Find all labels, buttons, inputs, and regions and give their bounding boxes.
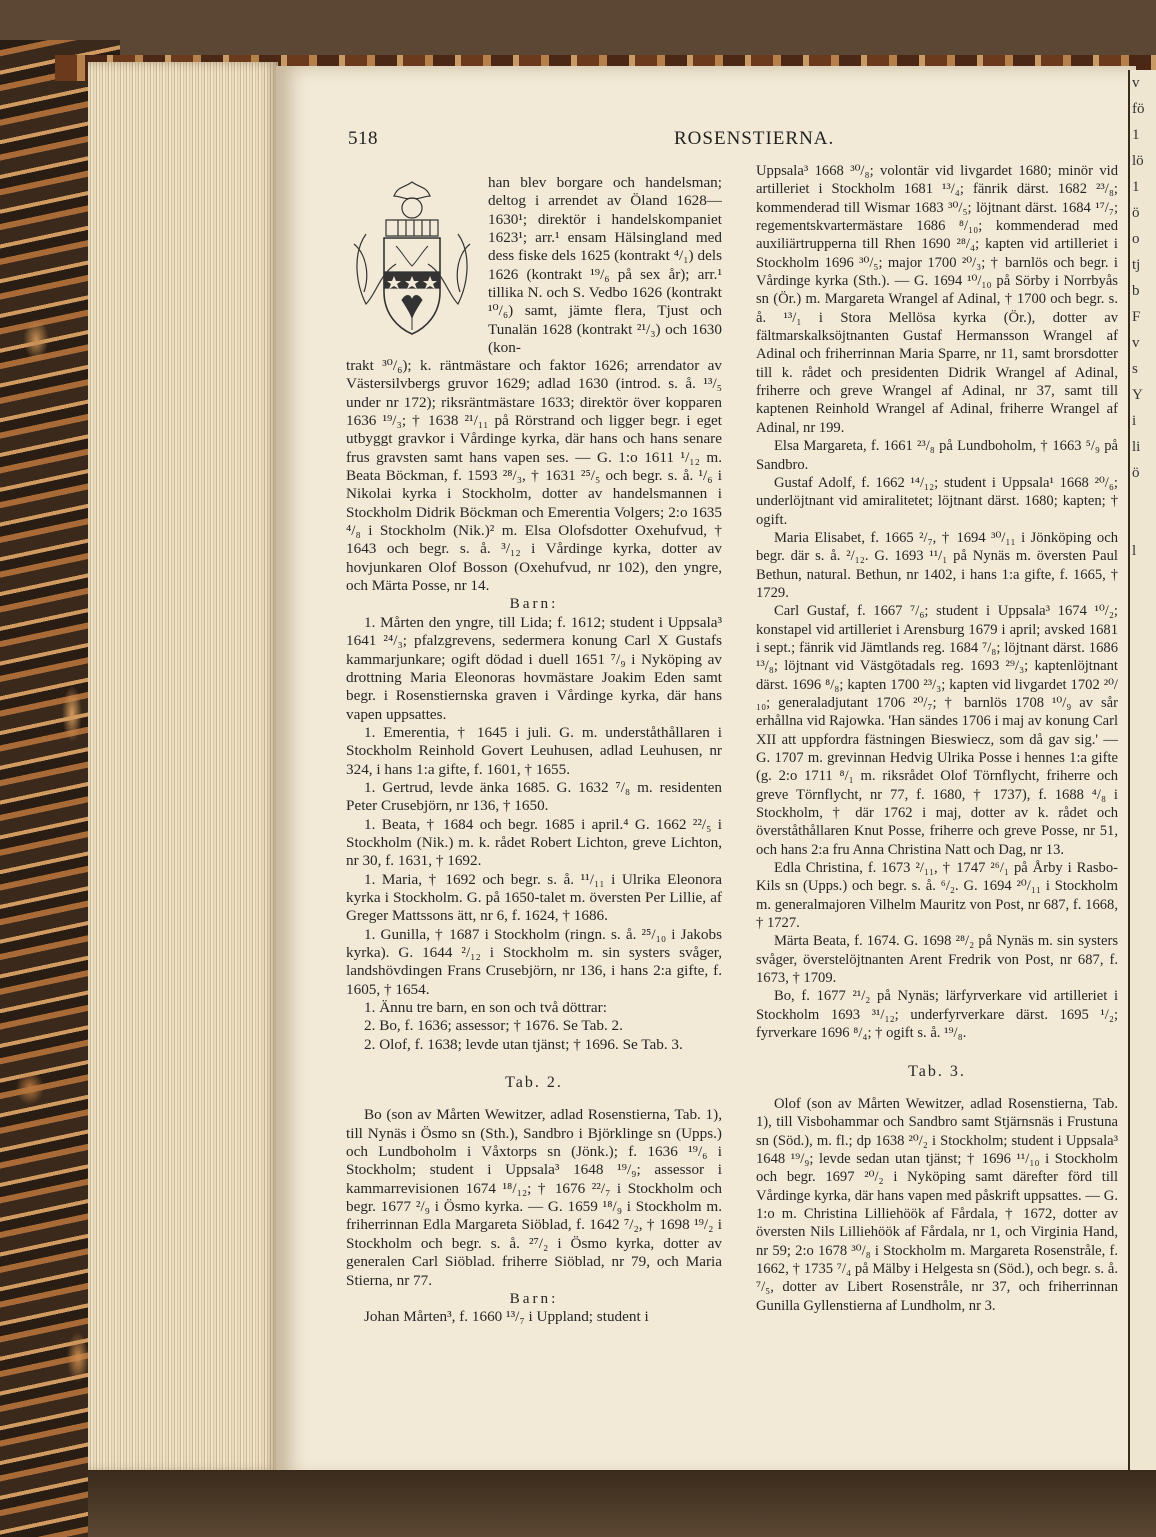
next-page-fragment: 1	[1132, 179, 1140, 195]
intro-text: han blev borgare och handelsman; deltog i arrendet av Öland 1628—1630¹; direktör i handelskompaniet 1623¹; arr.¹ ensam Hälsingland med dess fiske dels 1625 (kontrakt ⁴/₁) dels 1626 (kontrakt ¹⁹/₆ på sex år); arr.¹ tillika N. och S. Vedbo 1626 (kontrakt ¹⁰/₆) samt, jämte flera, Tjust och Tunalän 1628 (kontrakt ²¹/₃) och 1630 (kon-	[488, 174, 722, 357]
next-page-fragment: i	[1132, 413, 1137, 429]
right-paragraph: Märta Beata, f. 1674. G. 1698 ²⁸/₂ på Nynäs m. sin systers svåger, överstelöjtnanten Arent Fredrik von Post, nr 687, f. 1673, † 1709.	[756, 933, 1118, 987]
right-paragraph: Edla Christina, f. 1673 ²/₁₁, † 1747 ²⁶/₁ på Årby i Rasbo-Kils sn (Upps.) och begr. s. å. ⁶/₂. G. 1694 ²⁰/₁₁ i Stockholm m. generalmajoren Vilhelm Mauritz von Post, nr 687, f. 1668, † 1727.	[756, 860, 1118, 932]
next-page-fragment: ö	[1132, 205, 1140, 221]
tab3-text: Olof (son av Mårten Wewitzer, adlad Rosenstierna, Tab. 1), till Visbohammar och Sandbro samt Stjärnsnäs i Frustuna sn (Söd.), m. fl.; dp 1638 ²⁰/₂ i Stockholm; student i Uppsala³ 1648 ¹⁹/₉; levde sedan utan tjänst; † 1696 ¹¹/₁₀ i Stockholm och begr. 1697 ²⁰/₂ i Nyköping samt därefter förd till Vårdinge kyrka, där hans vapen med påskrift uppsattes. — G. 1:o m. Christina Lilliehöök af Fårdala, † 1672, dotter av översten Nils Lilliehöök af Fårdala, nr 1, och Virginia Hand, nr 59; 2:o 1678 ³⁰/₈ i Stockholm m. Margareta Rosenstråle, f. 1662, † 1735 ⁷/₄ på Mälby i Helgesta sn (Söd.), och begr. s. å. ⁷/₅, dotter av Libert Rosenstråle, nr 37, och friherrinnan Gunilla Gyllenstierna af Lundholm, nr 3.	[756, 1095, 1118, 1314]
next-page-fragment: lö	[1132, 153, 1144, 169]
right-paragraph: Bo, f. 1677 ²¹/₂ på Nynäs; lärfyrverkare vid artilleriet i Stockholm 1693 ³¹/₁₂; underfyrverkare därst. 1695 ¹/₂; fyrverkare 1696 ⁸/₄; † ogift s. å. ¹⁹/₈.	[756, 988, 1118, 1042]
right-paragraph: Maria Elisabet, f. 1665 ²/₇, † 1694 ³⁰/₁₁ i Jönköping och begr. där s. å. ²/₁₂. G. 1693 ¹¹/₁ på Nynäs m. översten Paul Bethun, natural. Bethun, nr 1402, i hans 1:a gifte, f. 1665, † 1729.	[756, 529, 1118, 601]
child-entry: 1. Mårten den yngre, till Lida; f. 1612; student i Uppsala³ 1641 ²⁴/₃; pfalzgrevens, sedermera konung Carl X Gustafs kammarjunkare; ogift dödad i duell 1651 ⁷/₉ i Nyköping av drottning Maria Eleonoras hovmästare Joakim Eden samt begr. i Rosenstiernska graven i Vårdinge kyrka, där hans vapen uppsattes.	[346, 613, 722, 723]
next-page-fragment: v	[1132, 75, 1140, 91]
next-page-fragment: fö	[1132, 101, 1145, 117]
next-page-fragment: o	[1132, 231, 1140, 247]
coat-of-arms-icon	[346, 174, 478, 368]
next-page-fragment: 1	[1132, 127, 1140, 143]
left-column	[346, 357, 722, 1327]
tab2-barn-label: Barn:	[509, 1289, 559, 1307]
running-title: ROSENSTIERNA.	[674, 128, 835, 149]
page-header	[348, 128, 835, 154]
book-bottom-shadow	[88, 1470, 1156, 1537]
children-list	[346, 614, 722, 1054]
next-page-fragment: ö	[1132, 465, 1140, 481]
child-entry: 2. Olof, f. 1638; levde utan tjänst; † 1696. Se Tab. 3.	[364, 1035, 683, 1053]
next-page-fragment: s	[1132, 361, 1138, 377]
next-page-fragment: v	[1132, 335, 1140, 351]
tab2-last-line: Johan Mårten³, f. 1660 ¹³/₇ i Uppland; student i	[364, 1308, 649, 1326]
page-number: 518	[348, 128, 378, 149]
child-entry: 1. Maria, † 1692 och begr. s. å. ¹¹/₁₁ i Ulrika Eleonora kyrka i Stockholm. G. på 1650-talet m. översten Per Lillie, af Greger Mattssons ätt, nr 6, f. 1624, † 1686.	[346, 870, 722, 925]
child-entry: 1. Gertrud, levde änka 1685. G. 1632 ⁷/₈ m. residenten Peter Crusebjörn, nr 136, † 1650.	[346, 778, 722, 815]
next-page-fragment: F	[1132, 309, 1141, 325]
child-entry: 1. Emerentia, † 1645 i juli. G. m. underståthållaren i Stockholm Reinhold Govert Leuhusen, adlad Leuhusen, nr 324, i hans 1:a gifte, f. 1601, † 1655.	[346, 723, 722, 778]
right-paragraph: Gustaf Adolf, f. 1662 ¹⁴/₁₂; student i Uppsala¹ 1668 ²⁰/₆; underlöjtnant vid amiralitetet; löjtnant därst. 1680; kapten; † ogift.	[756, 474, 1118, 528]
right-paragraphs	[756, 162, 1118, 1043]
next-page-fragment: tj	[1132, 257, 1141, 273]
right-column	[756, 162, 1118, 1315]
page-stack-edges	[88, 62, 278, 1472]
right-paragraph: Elsa Margareta, f. 1661 ²³/₈ på Lundboholm, † 1663 ⁵/₉ på Sandbro.	[756, 438, 1118, 473]
left-paragraph: trakt ³⁰/₆); k. räntmästare och faktor 1626; arrendator av Västersilvbergs gruvor 1629; adlad 1630 (introd. s. å. ¹³/₅ under nr 172); riksräntmästare 1633; direktör över kopparen 1636 ¹⁹/₃; † 1638 ²¹/₁₁ på Rörstrand och ligger begr. i eget utbyggt gravkor i Vårdinge kyrka, där hans och hans senare frus gravsten samt hans vapen ses. — G. 1:o 1611 ¹/₁₂ m. Beata Böckman, f. 1593 ²⁸/₃, † 1631 ²⁵/₅ och begr. s. å. ¹/₆ i Nikolai kyrka i Stockholm, dotter av handelsmannen i Stockholm Didrik Böckman och Emerentia Volgers; 2:o 1635 ⁴/₈ i Stockholm (Nik.)² m. Elsa Olofsdotter Oxehufvud, † 1643 och begr. s. å. ³/₁₂ i Vårdinge kyrka, dotter av hovjunkaren Olof Bosson (Oxehufvud, nr 102), den yngre, och Märta Posse, nr 14.	[346, 357, 722, 595]
right-paragraph: Carl Gustaf, f. 1667 ⁷/₆; student i Uppsala³ 1674 ¹⁰/₂; konstapel vid artilleriet i Arensburg 1679 i april; avsked 1681 i sept.; fänrik vid Jämtlands reg. 1684 ⁷/₈; löjtnant därst. 1686 ¹³/₈; löjtnant vid Västgötadals reg. 1693 ²⁹/₃; kaptenlöjtnant därst. 1696 ⁸/₈; kapten 1700 ²³/₃; kapten vid livgardet 1702 ²⁰/₁₀; generaladjutant 1706 ²⁰/₇; † barnlös 1708 ¹⁰/₉ av sår erhållna vid Rajowka. 'Han sändes 1706 i maj av konung Carl XII att uppfordra fästningen Bieswiecz, som då gav sig.' — G. 1707 m. grevinnan Hedvig Ulrika Posse i hennes 1:a gifte (g. 2:o 1711 ⁸/₁ m. riksrådet Olof Törnflycht, friherre och greve Törnflycht, nr 77, f. 1680, † 1737), f. 1688 ⁴/₈ i Stockholm, † där 1762 i maj, dotter av k. rådet och överståthållaren Knut Posse, friherre och greve Posse, nr 51, och hans 2:a fru Anna Christina Natt och Dag, nr 13.	[756, 603, 1118, 858]
next-page-fragment: Y	[1132, 387, 1143, 403]
child-entry: 1. Beata, † 1684 och begr. 1685 i april.⁴ G. 1662 ²²/₅ i Stockholm (Nik.) m. k. rådet Robert Lichton, greve Lichton, nr 30, f. 1631, † 1692.	[346, 815, 722, 870]
next-page-fragment: b	[1132, 283, 1140, 299]
next-page-strip	[1128, 70, 1156, 1490]
next-page-fragment: li	[1132, 439, 1141, 455]
child-entry: 1. Gunilla, † 1687 i Stockholm (ringn. s. å. ²⁵/₁₀ i Jakobs kyrka). G. 1644 ²/₁₂ i Stockholm m. sin systers svåger, landshövdingen Frans Crusebjörn, nr 136, i hans 2:a gifte, f. 1605, † 1654.	[346, 925, 722, 998]
next-page-fragment: l	[1132, 543, 1137, 559]
child-entry: 1. Ännu tre barn, en son och två döttrar:	[364, 999, 607, 1017]
next-page-fragment	[1130, 512, 1156, 538]
tab3-heading: Tab. 3.	[908, 1062, 966, 1080]
barn-label: Barn:	[509, 595, 559, 613]
tab2-text: Bo (son av Mårten Wewitzer, adlad Rosenstierna, Tab. 1), till Nynäs i Ösmo sn (Sth.), Sandbro i Björklinge sn (Upps.) och Lundboholm i Våxtorps sn (Jönk.); f. 1636 ¹⁹/₆ i Stockholm; student i Uppsala³ 1648 ¹⁹/₉; assessor i kammarrevisionen 1674 ¹⁸/₁₂; † 1676 ²²/₇ i Stockholm och begr. 1677 ²/₉ i Ösmo kyrka. — G. 1659 ¹⁸/₉ i Stockholm m. friherrinnan Edla Margareta Siöblad, f. 1642 ⁷/₂, † 1698 ¹⁹/₂ i Stockholm och begr. s. å. ²⁷/₂ i Ösmo kyrka, dotter av generalen Carl Siöblad. friherre Siöblad, nr 79, och Maria Stierna, nr 77.	[346, 1106, 722, 1289]
right-paragraph: Uppsala³ 1668 ³⁰/₈; volontär vid livgardet 1680; minör vid artilleriet i Stockholm 1681 ¹³/₄; fänrik därst. 1682 ²³/₈; kommenderad till Wismar 1683 ³⁰/₅; löjtnant därst. 1684 ¹⁷/₇; regementskvartermästare 1686 ⁸/₁₀; kommenderad med auxiliärtrupperna till Rhen 1690 ²⁸/₄; kapten vid artilleriet i Stockholm 1696 ³⁰/₅; major 1700 ²⁰/₃; † barnlös och begr. i Vårdinge kyrka (Sth.). — G. 1694 ¹⁰/₁₀ på Sörby i Norrbyås sn (Ör.) m. Margareta Wrangel af Adinal, † 1700 och begr. s. å. ¹³/₁ i Stora Mellösa kyrka (Ör.), dotter av fältmarskalksöjtnanten Gustaf Hermansson Wrangel af Adinal och friherrinnan Maria Sparre, nr 11, samt brorsdotter till k. rådet och presidenten Didrik Wrangel af Adinal, friherre och greve Wrangel af Adinal, nr 37, samt till kaptenen Reinhold Wrangel af Adinal, friherre Wrangel af Adinal, nr 199.	[756, 163, 1118, 436]
tab2-heading: Tab. 2.	[505, 1074, 563, 1092]
next-page-fragment	[1130, 486, 1156, 512]
child-entry: 2. Bo, f. 1636; assessor; † 1676. Se Tab. 2.	[364, 1017, 623, 1035]
